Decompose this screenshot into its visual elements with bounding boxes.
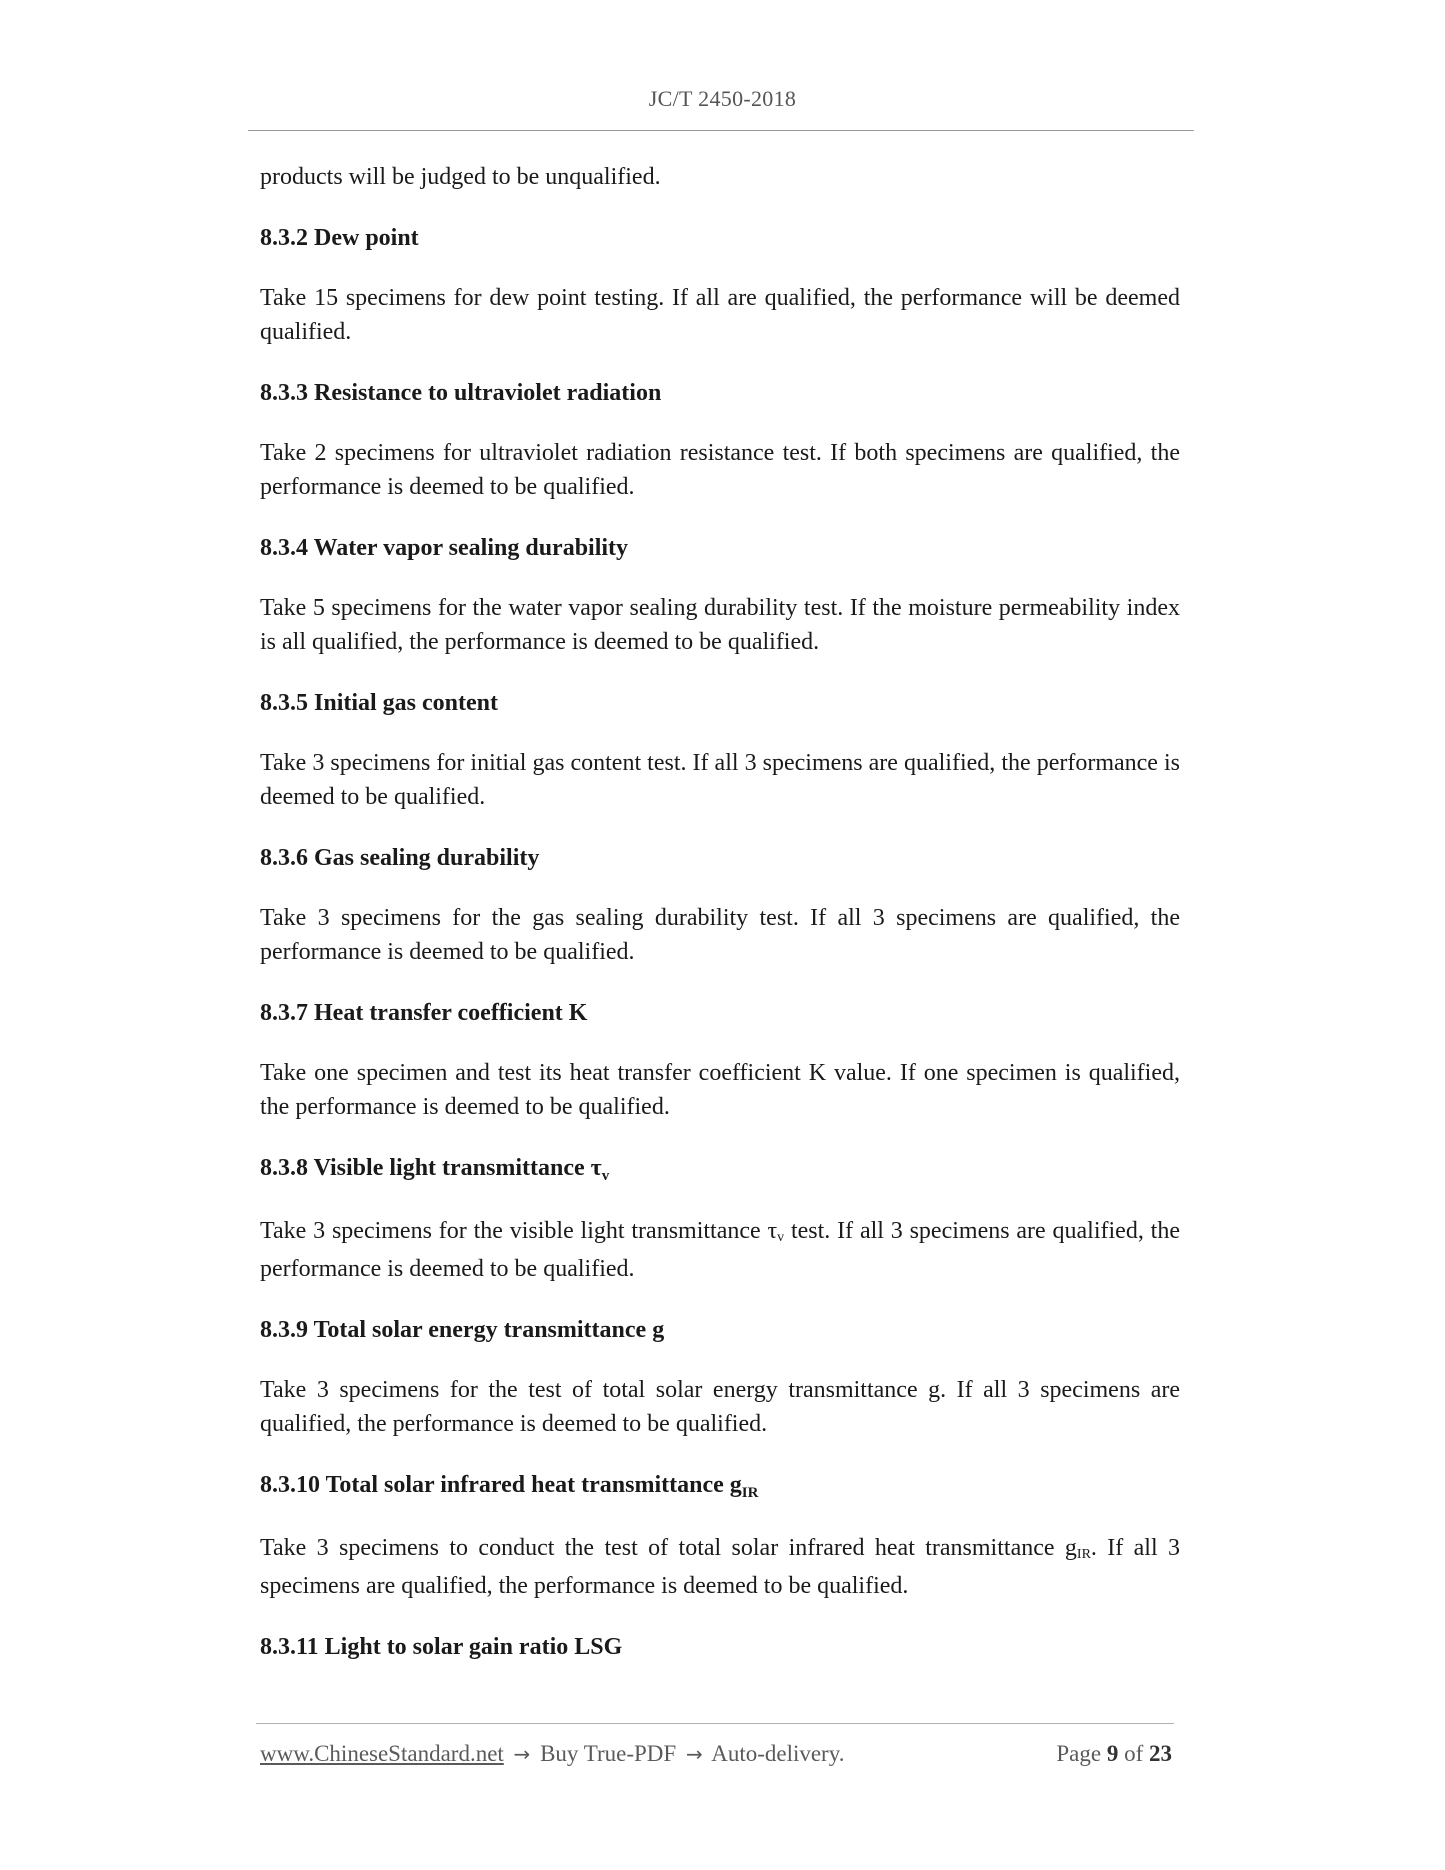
section-heading-8-3-10-main: 8.3.10 Total solar infrared heat transmittance g	[260, 1471, 742, 1498]
section-heading-8-3-7: 8.3.7 Heat transfer coefficient K	[260, 999, 588, 1026]
page-label: Page	[1056, 1741, 1102, 1766]
section-heading-8-3-10	[260, 1468, 1180, 1505]
arrow-right-icon: →	[685, 1742, 703, 1766]
section-heading-8-3-11: 8.3.11 Light to solar gain ratio LSG	[260, 1633, 623, 1660]
section-text-8-3-8-part2: test. If all 3 specimens are qualified, the performance is deemed to be qualified.	[260, 1217, 1180, 1282]
section-text-8-3-8	[260, 1214, 1180, 1287]
section-text-8-3-10-subscript: IR	[1076, 1546, 1091, 1562]
section-text-8-3-6: Take 3 specimens for the gas sealing durability test. If all 3 specimens are qualified, the performance is deemed to be qualified.	[260, 904, 1180, 965]
section-heading-8-3-8	[260, 1151, 1180, 1188]
footer-promo	[260, 1741, 844, 1767]
document-code-header: JC/T 2450-2018	[648, 86, 797, 111]
section-heading-8-3-8-main: 8.3.8 Visible light transmittance τ	[260, 1154, 602, 1181]
page-number: 9	[1106, 1741, 1119, 1766]
section-text-8-3-9: Take 3 specimens for the test of total solar energy transmittance g. If all 3 specimens are qualified, the performance is deemed to be qualified.	[260, 1376, 1180, 1437]
section-heading-8-3-6: 8.3.6 Gas sealing durability	[260, 844, 540, 871]
page-indicator	[1056, 1741, 1172, 1767]
intro-paragraph: products will be judged to be unqualified.	[260, 164, 661, 190]
website-link[interactable]: www.ChineseStandard.net	[260, 1741, 504, 1766]
section-text-8-3-7: Take one specimen and test its heat transfer coefficient K value. If one specimen is qualified, the performance is deemed to be qualified.	[260, 1059, 1180, 1120]
section-heading-8-3-2: 8.3.2 Dew point	[260, 224, 419, 251]
section-text-8-3-3: Take 2 specimens for ultraviolet radiation resistance test. If both specimens are qualified, the performance is deemed to be qualified.	[260, 439, 1180, 500]
arrow-right-icon: →	[513, 1742, 531, 1766]
section-text-8-3-8-part1: Take 3 specimens for the visible light transmittance τ	[260, 1217, 778, 1244]
section-heading-8-3-4: 8.3.4 Water vapor sealing durability	[260, 534, 629, 561]
section-heading-8-3-10-subscript: IR	[741, 1484, 759, 1501]
section-text-8-3-10-part2: . If all 3 specimens are qualified, the performance is deemed to be qualified.	[260, 1534, 1180, 1599]
auto-delivery-text: Auto-delivery.	[711, 1741, 845, 1766]
section-heading-8-3-9: 8.3.9 Total solar energy transmittance g	[260, 1316, 665, 1343]
section-heading-8-3-5: 8.3.5 Initial gas content	[260, 689, 499, 716]
buy-pdf-text: Buy True-PDF	[540, 1741, 677, 1766]
header-divider	[248, 130, 1194, 131]
footer-divider	[256, 1723, 1174, 1724]
section-text-8-3-10	[260, 1531, 1180, 1604]
of-label: of	[1124, 1741, 1144, 1766]
section-text-8-3-2: Take 15 specimens for dew point testing. If all are qualified, the performance will be deemed qualified.	[260, 284, 1180, 345]
section-text-8-3-5: Take 3 specimens for initial gas content test. If all 3 specimens are qualified, the performance is deemed to be qualified.	[260, 749, 1180, 810]
section-text-8-3-10-part1: Take 3 specimens to conduct the test of total solar infrared heat transmittance g	[260, 1534, 1077, 1561]
section-text-8-3-4: Take 5 specimens for the water vapor sealing durability test. If the moisture permeability index is all qualified, the performance is deemed to be qualified.	[260, 594, 1180, 655]
section-heading-8-3-3: 8.3.3 Resistance to ultraviolet radiation	[260, 379, 662, 406]
section-text-8-3-8-subscript: v	[777, 1229, 785, 1245]
document-body	[260, 160, 1180, 1690]
section-heading-8-3-8-subscript: v	[601, 1167, 610, 1184]
page-total: 23	[1149, 1741, 1172, 1766]
